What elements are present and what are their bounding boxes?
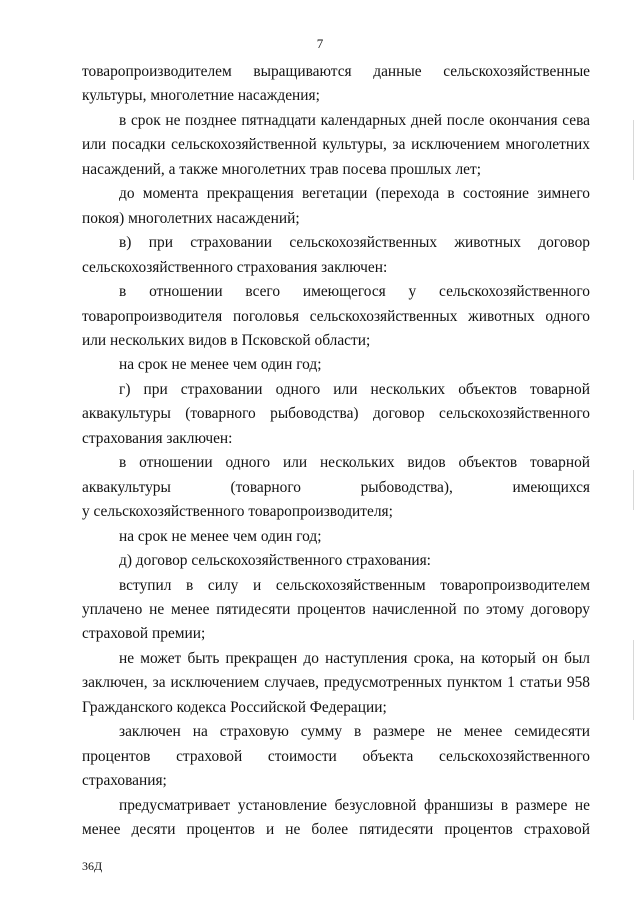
paragraph-7: г) при страховании одного или нескольких объектов товарной аквакультуры (товарного рыбоводства) договор сельскохозяйственного страхования заключен: xyxy=(82,380,590,447)
paragraph-15: предусматривает установление безусловной франшизы в размере не менее десяти процентов и не более пятидесяти процентов страховой xyxy=(82,796,590,839)
paragraph-3: до момента прекращения вегетации (перехода в состояние зимнего покоя) многолетних насаждений; xyxy=(82,185,590,227)
paragraph-4: в) при страховании сельскохозяйственных животных договор сельскохозяйственного страхования заключен: xyxy=(82,234,590,276)
paragraph-13: не может быть прекращен до наступления срока, на который он был заключен, за исключением случаев, предусмотренных пунктом 1 статьи 958 Гражданского кодекса Российской Федерации; xyxy=(82,649,590,716)
paragraph-5: в отношении всего имеющегося у сельскохозяйственного товаропроизводителя поголовья сельскохозяйственных животных одного или нескольких видов в Псковской области; xyxy=(82,283,590,349)
paragraph-8: в отношении одного или нескольких видов объектов товарной аквакультуры (товарного рыбоводства), имеющихся xyxy=(82,454,590,496)
document-body xyxy=(82,60,590,843)
paragraph-9: у сельскохозяйственного товаропроизводителя; xyxy=(82,503,393,521)
page-number: 7 xyxy=(316,36,324,51)
paragraph-11: д) договор сельскохозяйственного страхования: xyxy=(119,552,431,570)
footer-document-code: 36Д xyxy=(82,859,103,873)
paragraph-2: в срок не позднее пятнадцати календарных дней после окончания сева или посадки сельскохозяйственной культуры, за исключением многолетних насаждений, а также многолетних трав посева прошлых лет; xyxy=(82,111,590,178)
paragraph-6: на срок не менее чем один год; xyxy=(119,356,322,374)
scan-edge-mark xyxy=(633,470,634,510)
scan-edge-mark xyxy=(633,640,634,720)
paragraph-1: товаропроизводителем выращиваются данные сельскохозяйственные культуры, многолетние насаждения; xyxy=(82,63,590,105)
paragraph-14: заключен на страховую сумму в размере не менее семидесяти процентов страховой стоимости объекта сельскохозяйственного страхования; xyxy=(82,723,590,790)
paragraph-12: вступил в силу и сельскохозяйственным товаропроизводителем уплачено не менее пятидесяти процентов начисленной по этому договору страховой премии; xyxy=(82,576,590,643)
scan-edge-mark xyxy=(633,120,634,180)
paragraph-10: на срок не менее чем один год; xyxy=(119,527,322,545)
